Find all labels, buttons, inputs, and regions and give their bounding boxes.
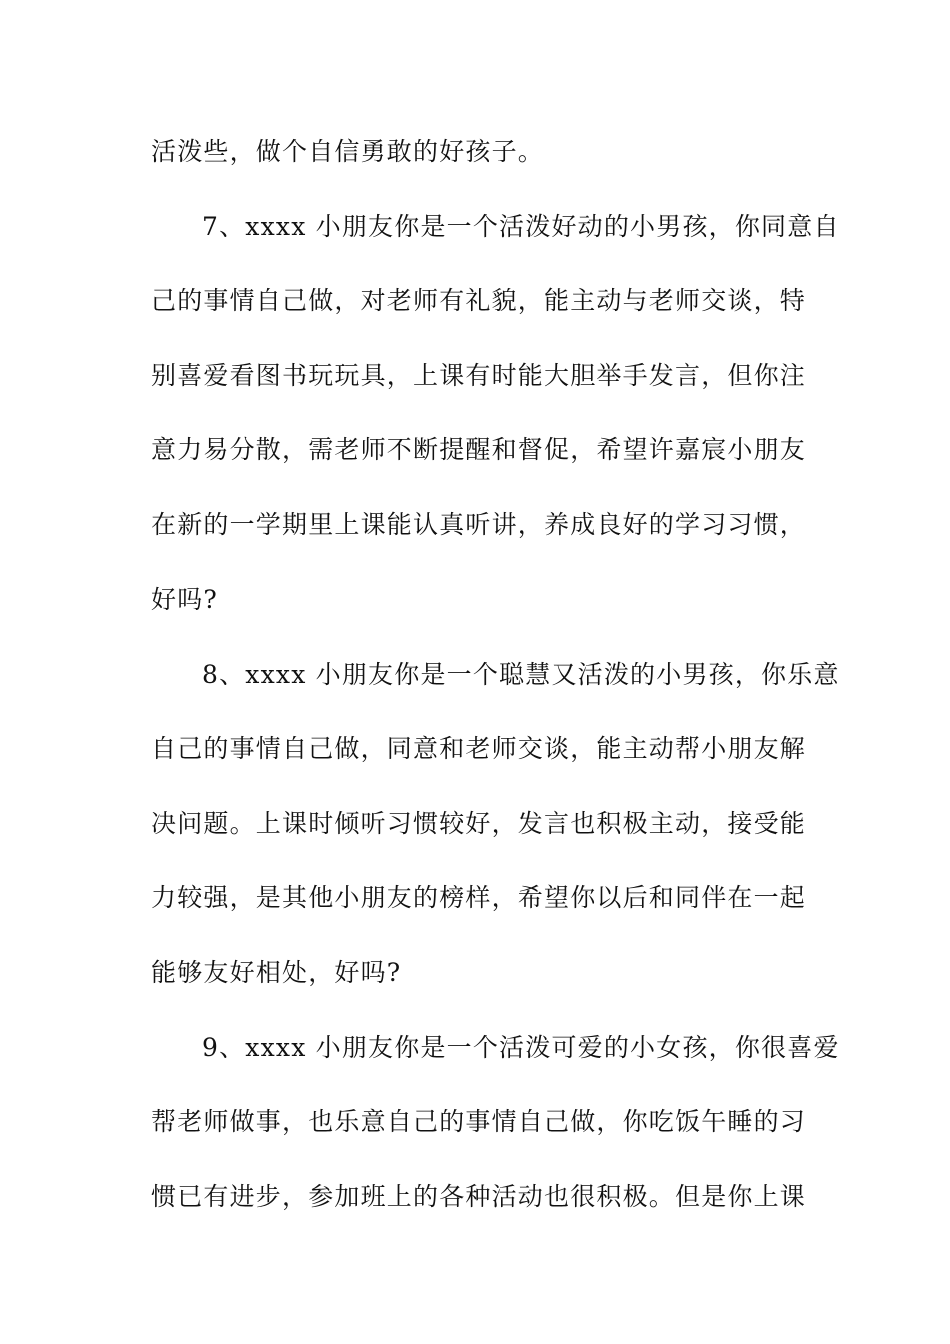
text-line: 9、xxxx 小朋友你是一个活泼可爱的小女孩，你很喜爱 bbox=[202, 1033, 840, 1062]
text-line: 决问题。上课时倾听习惯较好，发言也积极主动，接受能 bbox=[151, 809, 807, 838]
text-line: 活泼些，做个自信勇敢的好孩子。 bbox=[151, 137, 545, 166]
text-line: 帮老师做事，也乐意自己的事情自己做，你吃饭午睡的习 bbox=[151, 1107, 807, 1136]
text-line: 自己的事情自己做，同意和老师交谈，能主动帮小朋友解 bbox=[151, 734, 807, 763]
text-line: 7、xxxx 小朋友你是一个活泼好动的小男孩，你同意自 bbox=[202, 212, 840, 241]
text-line: 好吗? bbox=[151, 585, 219, 614]
text-line: 意力易分散，需老师不断提醒和督促，希望许嘉宸小朋友 bbox=[151, 435, 807, 464]
text-line: 别喜爱看图书玩玩具，上课有时能大胆举手发言，但你注 bbox=[151, 361, 807, 390]
text-line: 力较强，是其他小朋友的榜样，希望你以后和同伴在一起 bbox=[151, 883, 807, 912]
text-line: 惯已有进步，参加班上的各种活动也很积极。但是你上课 bbox=[151, 1182, 807, 1211]
text-line: 己的事情自己做，对老师有礼貌，能主动与老师交谈，特 bbox=[151, 286, 807, 315]
text-line: 能够友好相处，好吗? bbox=[151, 958, 402, 987]
text-line: 8、xxxx 小朋友你是一个聪慧又活泼的小男孩，你乐意 bbox=[202, 660, 840, 689]
text-line: 在新的一学期里上课能认真听讲，养成良好的学习习惯， bbox=[151, 510, 807, 539]
